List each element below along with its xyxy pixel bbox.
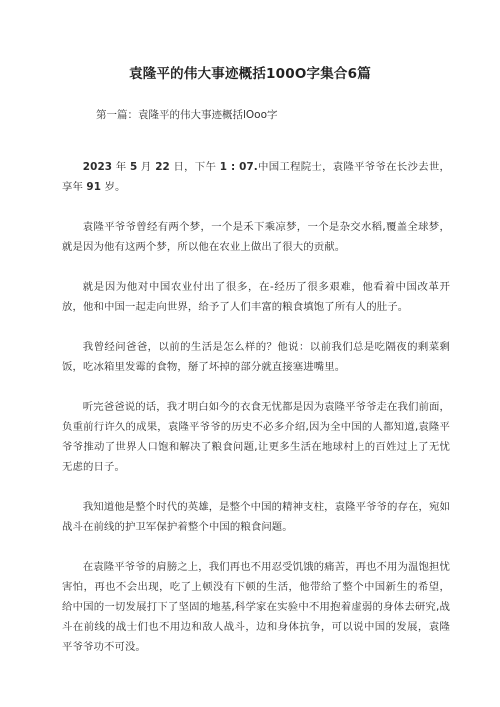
paragraph-3: 就是因为他对中国农业付出了很多，在-经历了很多艰难，他看着中国改革开放，他和中国一起走向世界，给予了人们丰富的粮食填饱了所有人的肚子。 [62,281,450,313]
paragraph-2: 袁隆平爷爷曾经有两个梦，一个是禾下乘凉梦，一个是杂交水稻,覆盖全球梦，就是因为他有这两个梦，所以他在农业上做出了很大的贡献。 [62,221,450,253]
section-heading: 第一篇：袁隆平的伟大事迹概括lOoo字 [96,109,278,121]
date-year: 2023 [82,161,113,173]
age: 91 [86,181,102,193]
document-title: 袁隆平的伟大事迹概括100O字集合6篇 [129,66,371,82]
paragraph-4: 我曾经问爸爸，以前的生活是怎么样的？他说：以前我们总是吃隔夜的剩菜剩饭，吃冰箱里发霉的食物，掰了坏掉的部分就直接塞进嘴里。 [62,341,450,373]
date-day: 22 [155,161,170,173]
age-unit: 岁。 [101,181,126,193]
paragraph-7: 在袁隆平爷爷的肩膀之上，我们再也不用忍受饥饿的痛苦，再也不用为温饱担忧害怕，再也不会出现，吃了上顿没有下顿的生活，他带给了整个中国新生的希望，给中国的一切发展打下了坚固的地基,科学家在实验中不用抱着虚弱的身体去研究,战斗在前线的战士们也不用边和敌人战斗，边和身体抗争，可以说中国的发展，袁隆平爷爷功不可没。 [62,561,450,653]
date-month: 5 [129,161,138,173]
paragraph-1 [62,157,450,197]
date-month-unit: 月 [137,161,156,173]
paragraph-6: 我知道他是整个时代的英雄，是整个中国的精神支柱，袁隆平爷爷的存在，宛如战斗在前线的护卫军保护着整个中国的粮食问题。 [62,501,450,533]
paragraph-1-text: 中国工程院士，袁隆平爷爷在长沙去世，享年 [62,161,451,193]
time: 1 : 07. [219,161,258,173]
date-day-unit: 日，下午 [169,161,220,173]
date-year-unit: 年 [112,161,130,173]
paragraph-5: 听完爸爸说的话，我才明白如今的衣食无忧都是因为袁隆平爷爷走在我们前面，负重前行许久的成果，袁隆平爷爷的历史不必多介绍,因为全中国的人都知道,袁隆平爷爷推动了世界人口饱和解决了粮食问题,让更多生活在地球村上的百姓过上了无忧无虑的日子。 [62,401,450,473]
document-body [62,157,450,677]
